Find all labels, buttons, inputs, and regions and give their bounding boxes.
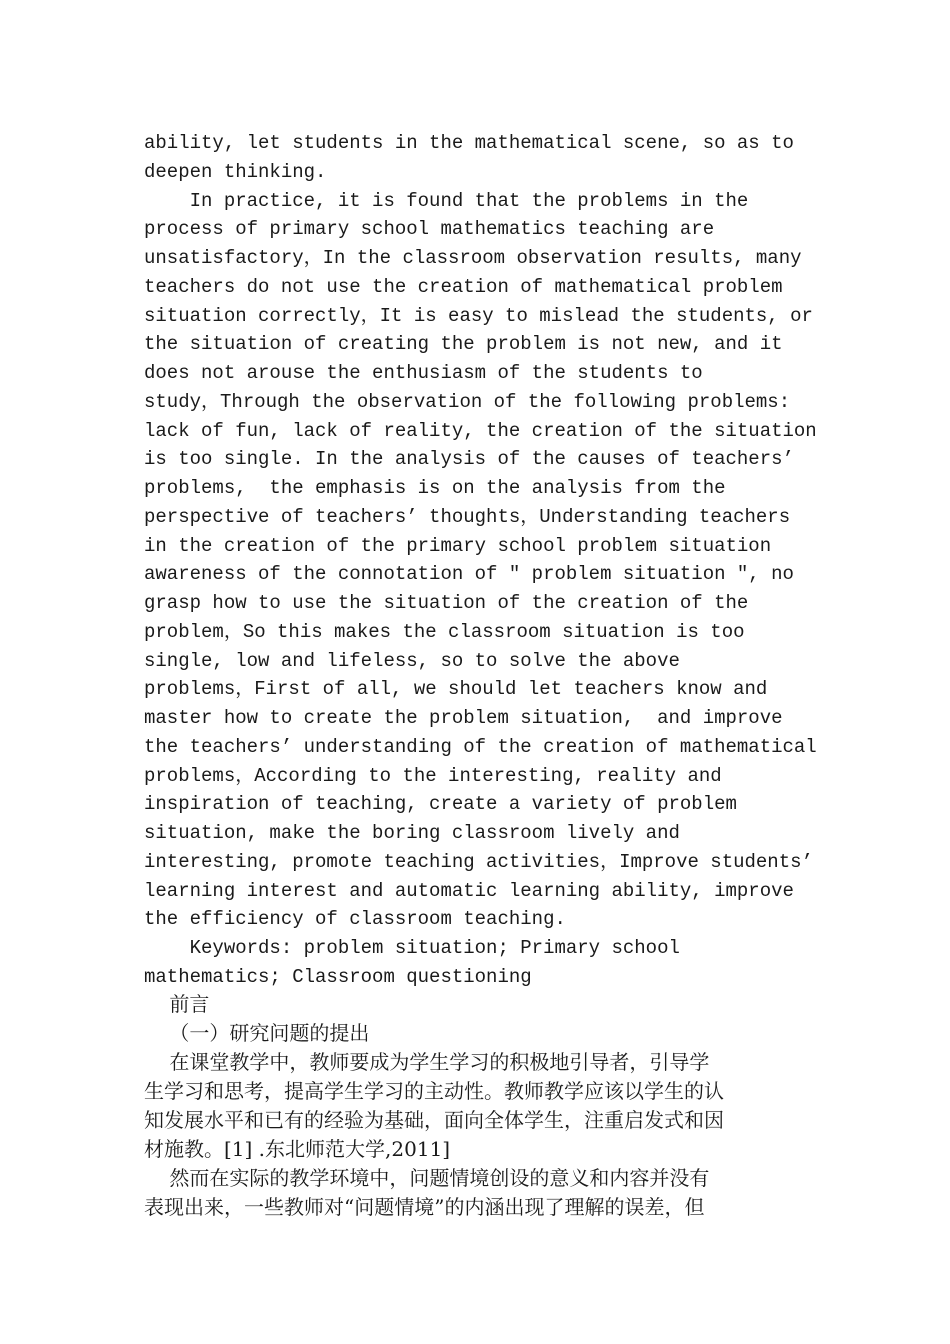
text-line: 表现出来，一些教师对“问题情境”的内涵出现了理解的误差，但 bbox=[144, 1195, 705, 1219]
text-line: 然而在实际的教学环境中，问题情境创设的意义和内容并没有 bbox=[144, 1166, 710, 1190]
text-line: process of primary school mathematics teaching are bbox=[144, 218, 715, 241]
text-line: 知发展水平和已有的经验为基础，面向全体学生，注重启发式和因 bbox=[144, 1108, 724, 1132]
text-line: 生学习和思考，提高学生学习的主动性。教师教学应该以学生的认 bbox=[144, 1079, 724, 1103]
text-line: study，Through the observation of the following problems: bbox=[144, 390, 791, 413]
text-line: the efficiency of classroom teaching. bbox=[144, 908, 566, 931]
subsection-heading: （一）研究问题的提出 bbox=[144, 1021, 370, 1045]
text-line: problems, the emphasis is on the analysis from the bbox=[144, 477, 726, 499]
text-line: master how to create the problem situation, and improve bbox=[144, 707, 783, 729]
section-heading: 前言 bbox=[144, 992, 210, 1016]
text-line: teachers do not use the creation of mathematical problem bbox=[144, 275, 783, 298]
text-line: ability, let students in the mathematical scene, so as to bbox=[144, 132, 794, 154]
text-line: the teachers’ understanding of the creation of mathematical bbox=[144, 735, 817, 758]
text-line: the situation of creating the problem is not new, and it bbox=[144, 333, 783, 356]
keywords-line: mathematics; Classroom questioning bbox=[144, 965, 532, 988]
keywords-line: Keywords: problem situation; Primary school bbox=[144, 937, 680, 959]
text-line: 在课堂教学中，教师要成为学生学习的积极地引导者，引导学 bbox=[144, 1050, 710, 1074]
text-line: learning interest and automatic learning ability, improve bbox=[144, 879, 794, 902]
text-line: deepen thinking. bbox=[144, 160, 327, 183]
text-line: grasp how to use the situation of the creation of the bbox=[144, 592, 749, 614]
text-line: awareness of the connotation of ″ problem situation ″, no bbox=[144, 563, 794, 586]
text-line: lack of fun, lack of reality, the creation of the situation bbox=[144, 419, 817, 442]
text-line: perspective of teachers’ thoughts，Understanding teachers bbox=[144, 505, 791, 528]
text-line: situation, make the boring classroom lively and bbox=[144, 822, 680, 844]
text-line: single, low and lifeless, so to solve the above bbox=[144, 649, 680, 672]
chinese-body bbox=[144, 990, 804, 1222]
text-line: interesting, promote teaching activities，Improve students’ bbox=[144, 850, 813, 873]
text-line: problems，First of all, we should let teachers know and bbox=[144, 678, 768, 701]
english-abstract bbox=[144, 129, 824, 992]
text-line: 材施教。[1] .东北师范大学,2011] bbox=[144, 1137, 451, 1161]
text-line: situation correctly，It is easy to mislead the students, or bbox=[144, 304, 813, 327]
text-line: In practice, it is found that the problems in the bbox=[144, 189, 749, 212]
text-line: is too single. In the analysis of the causes of teachers’ bbox=[144, 448, 794, 471]
text-line: in the creation of the primary school problem situation bbox=[144, 534, 772, 557]
text-line: does not arouse the enthusiasm of the students to bbox=[144, 362, 703, 384]
text-line: problem，So this makes the classroom situation is too bbox=[144, 620, 745, 643]
text-line: problems，According to the interesting, reality and bbox=[144, 764, 722, 787]
text-line: unsatisfactory，In the classroom observation results, many bbox=[144, 247, 802, 269]
text-line: inspiration of teaching, create a variety of problem bbox=[144, 793, 737, 816]
